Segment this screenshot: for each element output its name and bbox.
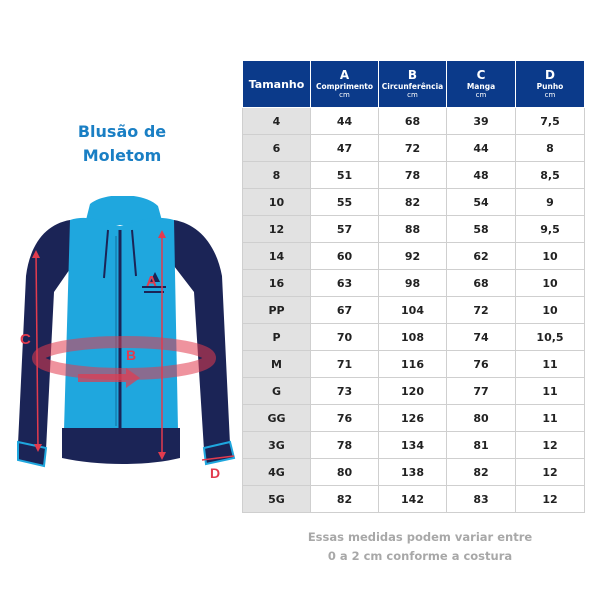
header-letter: D (545, 68, 555, 82)
measurement-note (242, 528, 598, 566)
cell-circunferencia: 78 (379, 162, 447, 189)
note-line-2: 0 a 2 cm conforme a costura (327, 549, 513, 563)
product-title-line-2: Moletom (82, 146, 162, 165)
table-row (243, 270, 585, 297)
cell-comprimento: 47 (311, 135, 379, 162)
cell-comprimento: 55 (311, 189, 379, 216)
cell-manga: 62 (447, 243, 516, 270)
cell-manga: 58 (447, 216, 516, 243)
hoodie-illustration (8, 196, 240, 486)
table-row (243, 162, 585, 189)
header-unit: cm (339, 91, 350, 99)
table-header-row (243, 61, 585, 108)
size-cell: 3G (243, 432, 311, 459)
cell-circunferencia: 92 (379, 243, 447, 270)
cell-comprimento: 80 (311, 459, 379, 486)
size-cell: 12 (243, 216, 311, 243)
cell-circunferencia: 108 (379, 324, 447, 351)
cell-punho: 7,5 (516, 108, 585, 135)
cell-manga: 48 (447, 162, 516, 189)
table-row (243, 432, 585, 459)
cell-circunferencia: 142 (379, 486, 447, 513)
cell-punho: 12 (516, 432, 585, 459)
cell-circunferencia: 138 (379, 459, 447, 486)
table-row (243, 486, 585, 513)
cell-punho: 9,5 (516, 216, 585, 243)
header-letter: B (407, 68, 418, 82)
header-name: Manga (466, 82, 496, 91)
cell-comprimento: 44 (311, 108, 379, 135)
header-unit: cm (407, 91, 418, 99)
header-col-c (447, 61, 516, 108)
cell-punho: 11 (516, 378, 585, 405)
cell-punho: 10 (516, 297, 585, 324)
table-row (243, 135, 585, 162)
size-cell: G (243, 378, 311, 405)
size-cell: GG (243, 405, 311, 432)
header-col-b (379, 61, 447, 108)
table-row (243, 297, 585, 324)
cell-comprimento: 78 (311, 432, 379, 459)
cell-manga: 44 (447, 135, 516, 162)
table-row (243, 378, 585, 405)
cell-punho: 11 (516, 405, 585, 432)
right-sleeve (174, 220, 230, 450)
cell-punho: 9 (516, 189, 585, 216)
size-cell: 14 (243, 243, 311, 270)
table-body (243, 108, 585, 513)
cell-manga: 68 (447, 270, 516, 297)
table-row (243, 351, 585, 378)
cell-comprimento: 82 (311, 486, 379, 513)
cell-punho: 10 (516, 243, 585, 270)
cell-punho: 11 (516, 351, 585, 378)
header-letter: A (339, 68, 350, 82)
table-row (243, 459, 585, 486)
cell-comprimento: 60 (311, 243, 379, 270)
cell-manga: 81 (447, 432, 516, 459)
header-name: Comprimento (315, 82, 374, 91)
cell-circunferencia: 82 (379, 189, 447, 216)
size-table (242, 60, 585, 513)
cell-punho: 12 (516, 486, 585, 513)
table-row (243, 243, 585, 270)
cell-manga: 82 (447, 459, 516, 486)
cell-comprimento: 73 (311, 378, 379, 405)
size-cell: 16 (243, 270, 311, 297)
size-cell: 5G (243, 486, 311, 513)
cell-punho: 10 (516, 270, 585, 297)
label-c: C (20, 331, 31, 348)
cell-circunferencia: 104 (379, 297, 447, 324)
note-line-1: Essas medidas podem variar entre (307, 530, 533, 544)
table-row (243, 108, 585, 135)
size-cell: 10 (243, 189, 311, 216)
header-name: Circunferência (381, 82, 444, 91)
header-size: Tamanho (243, 61, 311, 108)
table-row (243, 324, 585, 351)
cell-circunferencia: 126 (379, 405, 447, 432)
cell-comprimento: 70 (311, 324, 379, 351)
table-row (243, 405, 585, 432)
product-title (56, 120, 188, 168)
size-cell: 4G (243, 459, 311, 486)
cell-manga: 80 (447, 405, 516, 432)
label-b: B (126, 347, 137, 363)
cell-circunferencia: 88 (379, 216, 447, 243)
cell-circunferencia: 72 (379, 135, 447, 162)
cell-manga: 83 (447, 486, 516, 513)
header-col-d (516, 61, 585, 108)
header-unit: cm (544, 91, 556, 99)
label-d: D (210, 465, 221, 481)
cell-manga: 72 (447, 297, 516, 324)
cell-comprimento: 71 (311, 351, 379, 378)
size-cell: 8 (243, 162, 311, 189)
cell-comprimento: 57 (311, 216, 379, 243)
cell-circunferencia: 116 (379, 351, 447, 378)
cell-manga: 77 (447, 378, 516, 405)
cell-comprimento: 76 (311, 405, 379, 432)
header-letter: C (476, 68, 486, 82)
label-a: A (146, 273, 157, 290)
cell-comprimento: 51 (311, 162, 379, 189)
cell-punho: 8 (516, 135, 585, 162)
size-cell: PP (243, 297, 311, 324)
table-row (243, 216, 585, 243)
cell-manga: 76 (447, 351, 516, 378)
cell-circunferencia: 98 (379, 270, 447, 297)
cell-punho: 8,5 (516, 162, 585, 189)
cell-manga: 39 (447, 108, 516, 135)
header-col-a (311, 61, 379, 108)
cell-circunferencia: 134 (379, 432, 447, 459)
cell-comprimento: 63 (311, 270, 379, 297)
header-name: Punho (536, 82, 564, 91)
size-cell: P (243, 324, 311, 351)
size-cell: M (243, 351, 311, 378)
cell-circunferencia: 120 (379, 378, 447, 405)
cell-comprimento: 67 (311, 297, 379, 324)
cell-punho: 12 (516, 459, 585, 486)
product-title-line-1: Blusão de (77, 122, 167, 141)
header-unit: cm (475, 91, 487, 99)
size-cell: 4 (243, 108, 311, 135)
cell-circunferencia: 68 (379, 108, 447, 135)
cell-manga: 54 (447, 189, 516, 216)
table-row (243, 189, 585, 216)
cell-manga: 74 (447, 324, 516, 351)
size-cell: 6 (243, 135, 311, 162)
cell-punho: 10,5 (516, 324, 585, 351)
